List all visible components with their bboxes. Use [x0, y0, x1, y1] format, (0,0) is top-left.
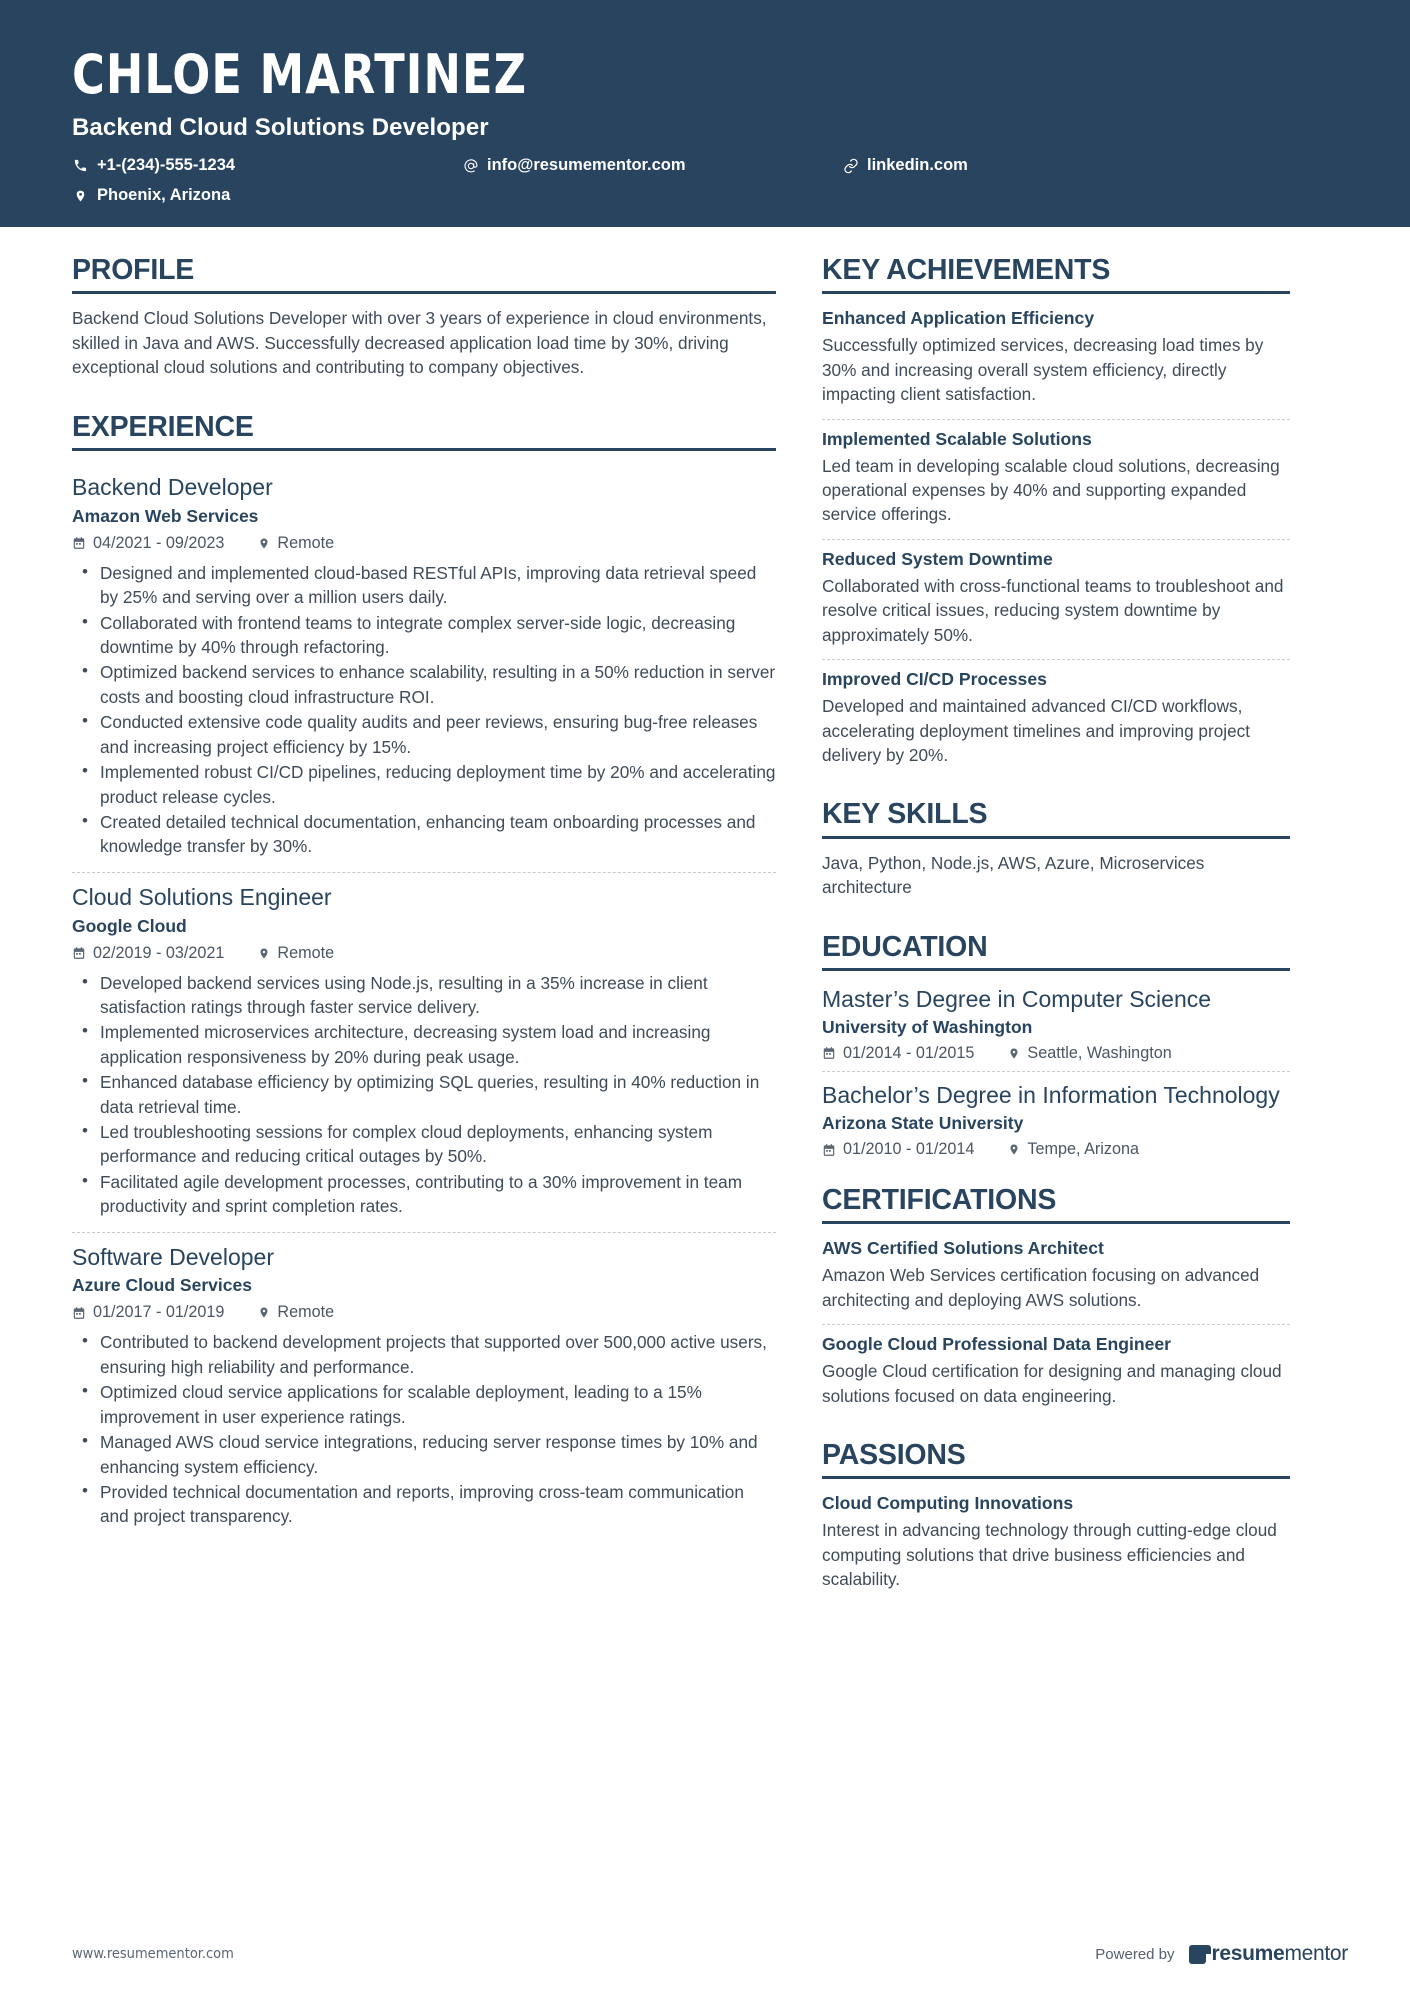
education-degree: Master’s Degree in Computer Science: [822, 985, 1212, 1012]
brand-name-light: mentor: [1284, 1942, 1348, 1965]
logo-mark-icon: [1189, 1945, 1206, 1964]
education-entry: [822, 983, 1290, 1072]
achievement-text: Developed and maintained advanced CI/CD workflows, accelerating deployment timelines and improving project delivery by 20%.: [822, 696, 1251, 765]
brand-name-bold: resume: [1211, 1942, 1285, 1965]
job-role: Software Developer: [72, 1243, 274, 1270]
education-meta: [822, 1044, 1290, 1063]
calendar-icon: [72, 536, 86, 550]
passions-section: [822, 1440, 1290, 1592]
list-item: • Led troubleshooting sessions for complex cloud deployments, enhancing system performance and reducing critical outages by 50%.: [72, 1120, 776, 1169]
achievement-text: Collaborated with cross-functional teams to troubleshoot and resolve critical issues, reducing system downtime by approximately 50%.: [822, 575, 1284, 645]
certifications-section: [822, 1185, 1290, 1408]
education-degree: Bachelor’s Degree in Information Technology: [822, 1081, 1280, 1108]
education-dates: [822, 1140, 974, 1159]
footer-website-url[interactable]: www.resumementor.com: [72, 1946, 234, 1962]
job-location-value: Remote: [277, 943, 335, 962]
candidate-job-title: Backend Cloud Solutions Developer: [72, 114, 489, 141]
map-pin-icon: [258, 1305, 270, 1320]
link-icon: [842, 158, 859, 174]
certification-item: [822, 1236, 1290, 1325]
passion-title: Cloud Computing Innovations: [822, 1493, 1074, 1514]
list-item: • Implemented robust CI/CD pipelines, reducing deployment time by 20% and accelerating product release cycles.: [72, 760, 776, 809]
experience-entry: [72, 873, 776, 1233]
job-meta: [72, 534, 776, 553]
certification-text: Amazon Web Services certification focusing on advanced architecting and deploying AWS solutions.: [822, 1265, 1260, 1310]
passion-text: Interest in advancing technology through cutting-edge cloud computing solutions that drive business efficiencies and scalability.: [822, 1520, 1277, 1590]
profile-section: [72, 255, 776, 380]
key-skills-text: Java, Python, Node.js, AWS, Azure, Microservices architecture: [822, 852, 1205, 898]
contact-linkedin[interactable]: [842, 156, 968, 175]
job-location: [258, 534, 334, 553]
list-item: • Facilitated agile development processes, contributing to a 30% improvement in team productivity and sprint completion rates.: [72, 1170, 776, 1219]
section-rule: [822, 968, 1290, 971]
section-rule: [72, 448, 776, 451]
contact-email[interactable]: [462, 156, 842, 175]
experience-entry: [72, 463, 776, 873]
list-item: • Optimized backend services to enhance scalability, resulting in a 50% reduction in server costs and boosting cloud infrastructure ROI.: [72, 660, 776, 709]
certification-title: AWS Certified Solutions Architect: [822, 1238, 1104, 1259]
section-rule: [822, 291, 1290, 294]
list-item: • Developed backend services using Node.js, resulting in a 35% increase in client satisfaction ratings through faster service delivery.: [72, 971, 776, 1020]
achievement-text: Led team in developing scalable cloud solutions, decreasing operational expenses by 40% and supporting expanded service offerings.: [822, 455, 1280, 525]
section-rule: [822, 836, 1290, 839]
education-dates: [822, 1044, 974, 1063]
achievement-title: Implemented Scalable Solutions: [822, 428, 1092, 449]
job-dates-value: 01/2017 - 01/2019: [93, 1303, 225, 1322]
profile-text: Backend Cloud Solutions Developer with over 3 years of experience in cloud environments, skilled in Java and AWS. Successfully decreased application load time by 30%, driving exceptional cloud solutions and contributing to company objectives.: [72, 308, 767, 378]
resume-footer: [0, 1913, 1410, 1995]
job-meta: [72, 1303, 776, 1322]
experience-entry: [72, 1233, 776, 1529]
achievement-item: [822, 540, 1290, 660]
calendar-icon: [822, 1143, 836, 1157]
job-dates: [72, 1303, 224, 1322]
calendar-icon: [72, 946, 86, 960]
map-pin-icon: [258, 536, 270, 551]
right-column: [822, 255, 1290, 1598]
map-pin-icon: [258, 946, 270, 961]
education-location: [1008, 1140, 1139, 1159]
phone-value: +1-(234)-555-1234: [97, 156, 236, 174]
achievement-title: Improved CI/CD Processes: [822, 669, 1047, 690]
education-meta: [822, 1140, 1290, 1159]
resumementor-logo: [1189, 1942, 1348, 1966]
experience-section: [72, 412, 776, 1529]
list-item: • Optimized cloud service applications for scalable deployment, leading to a 15% improvement in user experience ratings.: [72, 1380, 776, 1429]
job-dates: [72, 534, 224, 553]
key-achievements-heading: KEY ACHIEVEMENTS: [822, 254, 1111, 286]
list-item: • Managed AWS cloud service integrations, reducing server response times by 10% and enhancing system efficiency.: [72, 1430, 776, 1479]
map-pin-icon: [1008, 1142, 1020, 1157]
job-bullets: [72, 971, 776, 1219]
list-item: • Designed and implemented cloud-based RESTful APIs, improving data retrieval speed by 25% and serving over a million users daily.: [72, 561, 776, 610]
calendar-icon: [72, 1306, 86, 1320]
job-company: Amazon Web Services: [72, 505, 259, 526]
candidate-name: CHLOE MARTINEZ: [72, 43, 528, 106]
key-skills-heading: KEY SKILLS: [822, 798, 988, 831]
experience-heading: EXPERIENCE: [72, 410, 254, 443]
job-meta: [72, 944, 776, 963]
passion-item: [822, 1491, 1290, 1591]
at-icon: [462, 158, 479, 174]
list-item: • Collaborated with frontend teams to integrate complex server-side logic, decreasing downtime by 40% through refactoring.: [72, 611, 776, 660]
job-location-value: Remote: [277, 533, 335, 552]
section-rule: [822, 1221, 1290, 1224]
job-dates-value: 04/2021 - 09/2023: [93, 533, 225, 552]
education-location-value: Tempe, Arizona: [1027, 1140, 1139, 1159]
contact-details: [72, 156, 1350, 216]
phone-icon: [72, 158, 89, 173]
job-dates-value: 02/2019 - 03/2021: [93, 943, 225, 962]
contact-phone[interactable]: [72, 156, 462, 175]
key-achievements-section: [822, 255, 1290, 767]
resume-body: [0, 227, 1410, 1598]
job-company: Google Cloud: [72, 915, 187, 936]
education-location-value: Seattle, Washington: [1027, 1043, 1172, 1062]
email-value: info@resumementor.com: [487, 156, 686, 174]
powered-by-label: Powered by: [1095, 1945, 1175, 1963]
job-dates: [72, 944, 224, 963]
job-location-value: Remote: [277, 1303, 335, 1322]
job-role: Backend Developer: [72, 473, 273, 500]
section-rule: [72, 291, 776, 294]
profile-heading: PROFILE: [72, 254, 195, 286]
achievement-text: Successfully optimized services, decreasing load times by 30% and increasing overall system efficiency, directly impacting client satisfaction.: [822, 335, 1264, 405]
footer-branding: [1095, 1942, 1348, 1966]
education-school: Arizona State University: [822, 1113, 1024, 1134]
job-location: [258, 944, 334, 963]
left-column: [72, 255, 776, 1598]
calendar-icon: [822, 1046, 836, 1060]
education-dates-value: 01/2010 - 01/2014: [843, 1140, 975, 1159]
education-heading: EDUCATION: [822, 930, 988, 963]
achievement-item: [822, 660, 1290, 767]
map-pin-icon: [1008, 1046, 1020, 1061]
education-entry: [822, 1072, 1290, 1159]
education-dates-value: 01/2014 - 01/2015: [843, 1043, 975, 1062]
certification-title: Google Cloud Professional Data Engineer: [822, 1334, 1171, 1355]
list-item: • Implemented microservices architecture, decreasing system load and increasing application responsiveness by 20% during peak usage.: [72, 1020, 776, 1069]
certifications-heading: CERTIFICATIONS: [822, 1184, 1057, 1217]
achievement-item: [822, 420, 1290, 540]
section-rule: [822, 1476, 1290, 1479]
map-pin-icon: [72, 188, 89, 204]
job-company: Azure Cloud Services: [72, 1275, 252, 1296]
achievement-title: Enhanced Application Efficiency: [822, 308, 1095, 329]
list-item: • Contributed to backend development projects that supported over 500,000 active users, ensuring high reliability and performance.: [72, 1330, 776, 1379]
job-bullets: [72, 561, 776, 859]
education-school: University of Washington: [822, 1016, 1033, 1037]
certification-item: [822, 1325, 1290, 1408]
job-bullets: [72, 1330, 776, 1528]
list-item: • Conducted extensive code quality audits and peer reviews, ensuring bug-free releases and increasing project efficiency by 15%.: [72, 710, 776, 759]
key-skills-section: [822, 799, 1290, 899]
contact-location: [72, 186, 462, 205]
achievement-title: Reduced System Downtime: [822, 548, 1053, 569]
linkedin-value: linkedin.com: [867, 156, 968, 174]
location-value: Phoenix, Arizona: [97, 186, 231, 204]
passions-heading: PASSIONS: [822, 1439, 966, 1472]
education-section: [822, 932, 1290, 1159]
job-role: Cloud Solutions Engineer: [72, 883, 332, 910]
achievement-item: [822, 306, 1290, 419]
resume-header: [0, 0, 1410, 227]
list-item: • Provided technical documentation and reports, improving cross-team communication and project transparency.: [72, 1480, 776, 1529]
certification-text: Google Cloud certification for designing and managing cloud solutions focused on data engineering.: [822, 1361, 1282, 1406]
education-location: [1008, 1044, 1171, 1063]
list-item: • Enhanced database efficiency by optimizing SQL queries, resulting in 40% reduction in data retrieval time.: [72, 1070, 776, 1119]
job-location: [258, 1303, 334, 1322]
list-item: • Created detailed technical documentation, enhancing team onboarding processes and knowledge transfer by 30%.: [72, 810, 776, 859]
